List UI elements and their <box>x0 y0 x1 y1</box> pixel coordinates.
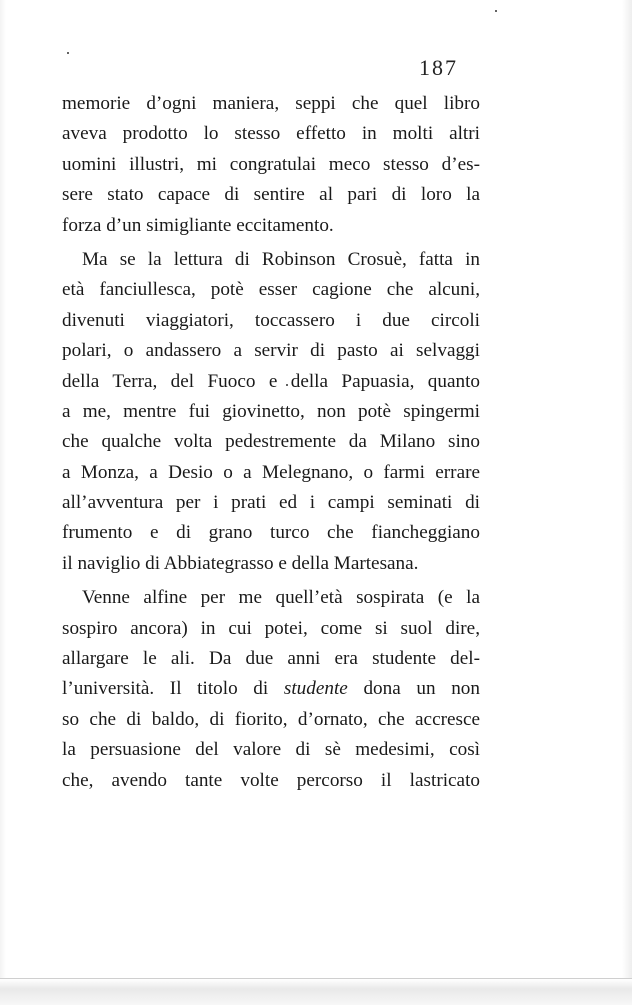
text-line: sospiro ancora) in cui potei, come si suol dire, <box>62 617 480 639</box>
text-line: a Monza, a Desio o a Melegnano, o farmi errare <box>62 461 480 483</box>
text-line: la persuasione del valore di sè medesimi, così <box>62 739 480 761</box>
text-line: polari, o andassero a servir di pasto ai selvaggi <box>62 340 480 362</box>
emphasized-word: studente <box>283 678 348 700</box>
text-line: Ma se la lettura di Robinson Crosuè, fatta in <box>82 248 480 270</box>
text-line: memorie d’ogni maniera, seppi che quel libro <box>62 93 480 114</box>
text-line: frumento e di grano turco che fiancheggiano <box>62 522 480 544</box>
text-line: uomini illustri, mi congratulai meco stesso d’es- <box>62 153 480 175</box>
page-bottom-edge <box>0 978 632 1005</box>
page-number: 187 <box>419 55 458 80</box>
ink-speck <box>495 10 497 12</box>
text-line: a me, mentre fui giovinetto, non potè spingermi <box>62 400 480 422</box>
text-line: forza d’un simigliante eccitamento. <box>62 214 334 236</box>
text-line: aveva prodotto lo stesso effetto in molti altri <box>62 123 480 145</box>
text-line: divenuti viaggiatori, toccassero i due circoli <box>62 309 480 331</box>
paragraph-2 <box>62 245 480 579</box>
paragraph-3 <box>62 583 480 796</box>
text-line: della Terra, del Fuoco e della Papuasia, quanto <box>62 370 480 392</box>
text-line: Venne alfine per me quell’età sospirata (e la <box>82 587 480 609</box>
ink-speck <box>67 52 69 54</box>
text-line: età fanciullesca, potè esser cagione che alcuni, <box>62 279 480 301</box>
text-line: il naviglio di Abbiategrasso e della Martesana. <box>62 552 419 574</box>
text-line: sere stato capace di sentire al pari di loro la <box>62 184 480 206</box>
paragraph-1 <box>62 89 480 241</box>
text-line: l’università. Il titolo di studente dona un non <box>62 678 480 700</box>
text-line: so che di baldo, di fiorito, d’ornato, che accresce <box>62 708 480 730</box>
text-line: che qualche volta pedestremente da Milano sino <box>62 431 480 453</box>
text-line: all’avventura per i prati ed i campi seminati di <box>62 492 480 514</box>
text-line: allargare le ali. Da due anni era studente del- <box>62 648 480 670</box>
text-line: che, avendo tante volte percorso il lastricato <box>62 769 480 791</box>
body-text <box>62 85 480 796</box>
